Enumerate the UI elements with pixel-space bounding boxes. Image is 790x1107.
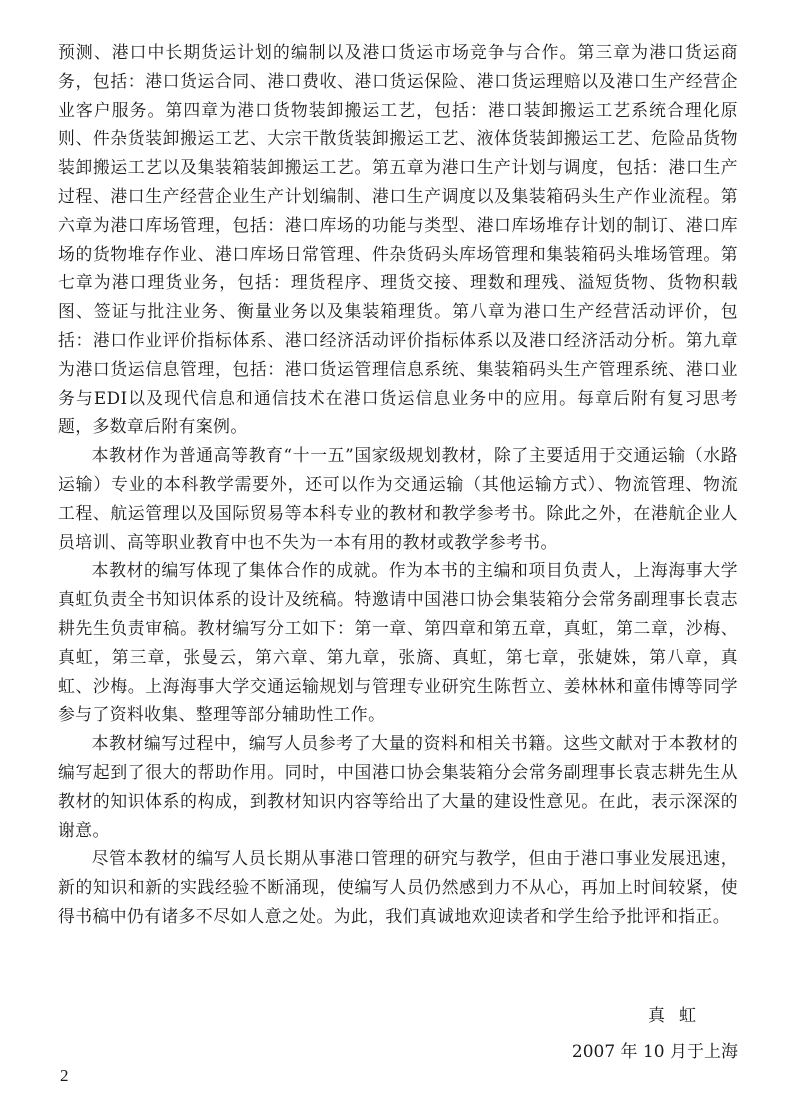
page-number: 2 <box>60 1066 69 1085</box>
paragraph-textbook-usage: 本教材作为普通高等教育“十一五”国家级规划教材，除了主要适用于交通运输（水路运输）专业的本科教学需要外，还可以作为交通运输（其他运输方式）、物流管理、物流工程、航运管理以及国际贸易等本科专业的教材和教学参考书。除此之外，在港航企业人员培训、高等职业教育中也不失为一本有用的教材或教学参考书。 <box>58 445 738 552</box>
paragraph-acknowledgement: 本教材编写过程中，编写人员参考了大量的资料和相关书籍。这些文献对于本教材的编写起到了很大的帮助作用。同时，中国港口协会集装箱分会常务副理事长袁志耕先生从教材的知识体系的构成，到教材知识内容等给出了大量的建设性意见。在此，表示深深的谢意。 <box>58 733 738 840</box>
signature-author: 真虹 <box>648 1006 710 1026</box>
paragraph-chapter-summary: 预测、港口中长期货运计划的编制以及港口货运市场竞争与合作。第三章为港口货运商务，包括：港口货运合同、港口费收、港口货运保险、港口货运理赔以及港口生产经营企业客户服务。第四章为港口货物装卸搬运工艺，包括：港口装卸搬运工艺系统合理化原则、件杂货装卸搬运工艺、大宗干散货装卸搬运工艺、液体货装卸搬运工艺、危险品货物装卸搬运工艺以及集装箱装卸搬运工艺。第五章为港口生产计划与调度，包括：港口生产过程、港口生产经营企业生产计划编制、港口生产调度以及集装箱码头生产作业流程。第六章为港口库场管理，包括：港口库场的功能与类型、港口库场堆存计划的制订、港口库场的货物堆存作业、港口库场日常管理、件杂货码头库场管理和集装箱码头堆场管理。第七章为港口理货业务，包括：理货程序、理货交接、理数和理残、溢短货物、货物积载图、签证与批注业务、衡量业务以及集装箱理货。第八章为港口生产经营活动评价，包括：港口作业评价指标体系、港口经济活动评价指标体系以及港口经济活动分析。第九章为港口货运信息管理，包括：港口货运管理信息系统、集装箱码头生产管理系统、港口业务与EDI以及现代信息和通信技术在港口货运信息业务中的应用。每章后附有复习思考题，多数章后附有案例。 <box>58 42 738 437</box>
paragraph-closing: 尽管本教材的编写人员长期从事港口管理的研究与教学，但由于港口事业发展迅速，新的知识和新的实践经验不断涌现，使编写人员仍然感到力不从心，再加上时间较紧，使得书稿中仍有诸多不尽如人意之处。为此，我们真诚地欢迎读者和学生给予批评和指正。 <box>58 848 738 926</box>
signature-block <box>572 998 738 1070</box>
paragraph-authorship: 本教材的编写体现了集体合作的成就。作为本书的主编和项目负责人，上海海事大学真虹负责全书知识体系的设计及统稿。特邀请中国港口协会集装箱分会常务副理事长袁志耕先生负责审稿。教材编写分工如下：第一章、第四章和第五章，真虹，第二章，沙梅、真虹，第三章，张曼云，第六章、第九章，张旖、真虹，第七章，张婕姝，第八章，真虹、沙梅。上海海事大学交通运输规划与管理专业研究生陈哲立、姜林林和童伟博等同学参与了资料收集、整理等部分辅助性工作。 <box>58 560 738 725</box>
signature-date-place: 2007 年 10 月于上海 <box>571 1042 738 1062</box>
page-body <box>58 38 738 931</box>
